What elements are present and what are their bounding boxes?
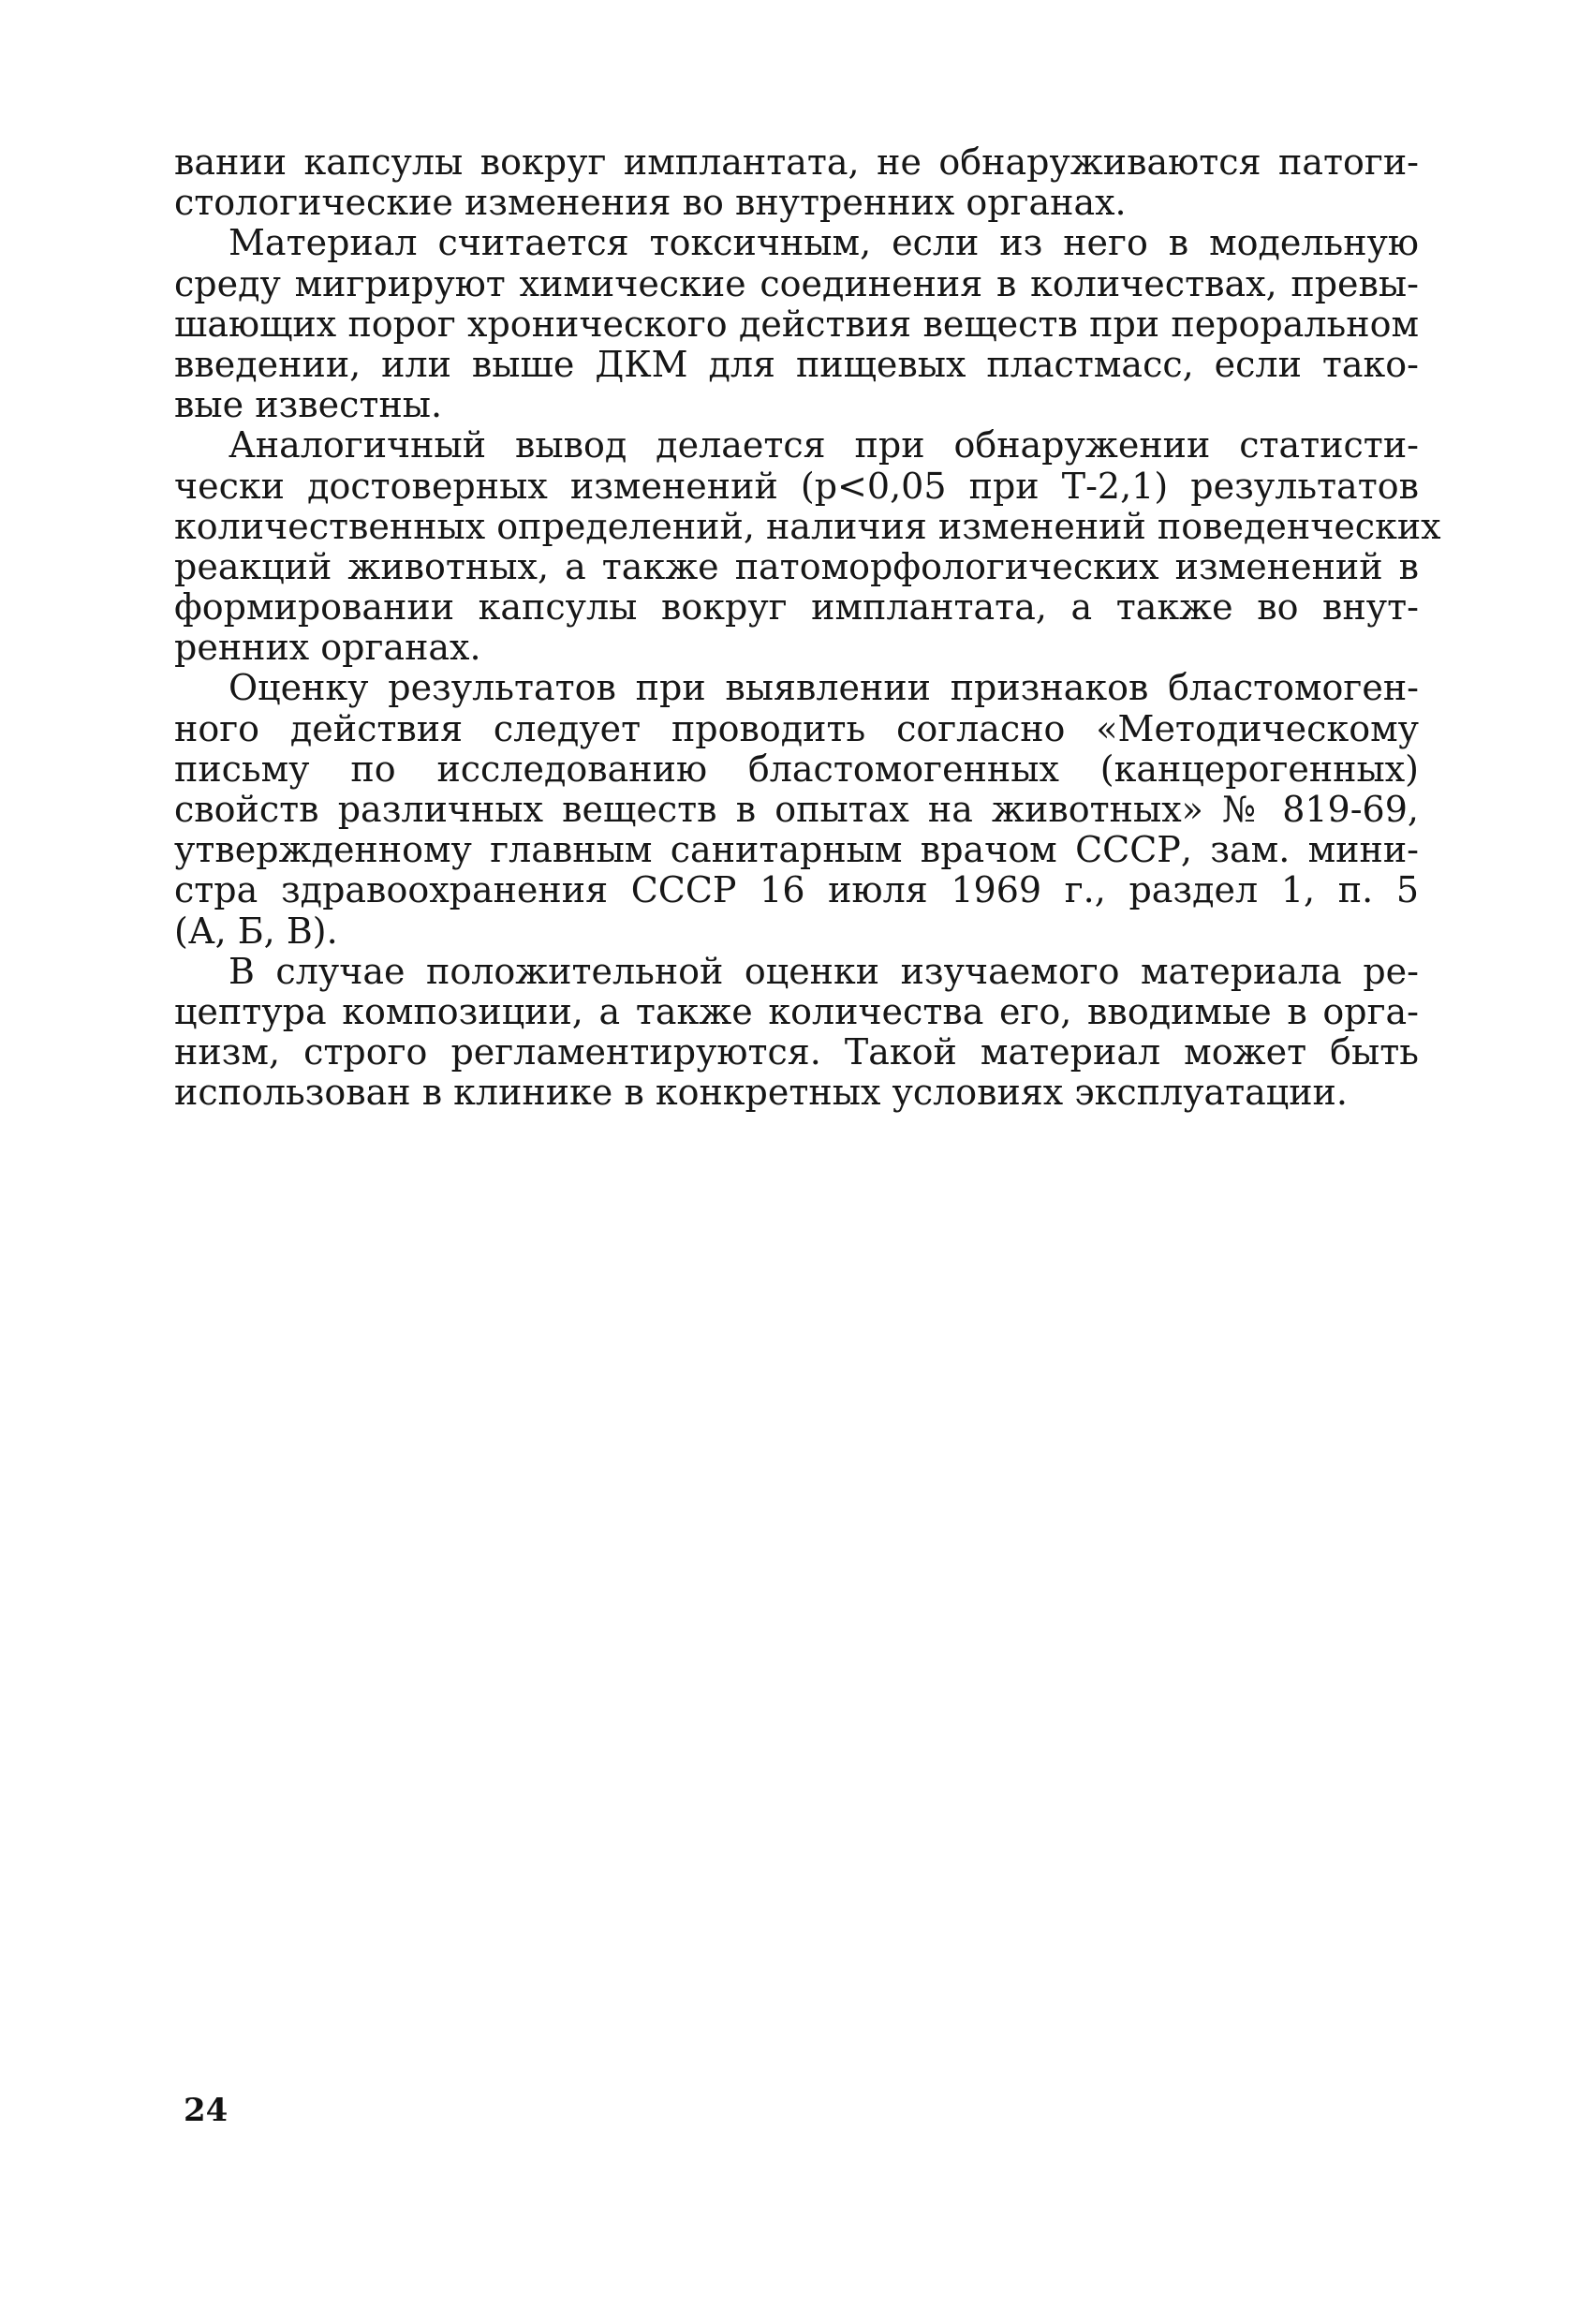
- paragraph-4: [174, 668, 1419, 951]
- text-line: чески достоверных изменений (р<0,05 при Т-2,1) результатов: [174, 465, 1419, 507]
- text-line: Оценку результатов при выявлении признаков бластомоген-: [229, 667, 1419, 709]
- text-line: Аналогичный вывод делается при обнаружении статисти-: [229, 424, 1419, 466]
- paragraph-2: [174, 223, 1419, 425]
- text-line: Материал считается токсичным, если из него в модельную: [229, 222, 1419, 264]
- text-line: свойств различных веществ в опытах на животных» № 819-69,: [174, 789, 1419, 830]
- text-line: формировании капсулы вокруг имплантата, а также во внут-: [174, 586, 1419, 629]
- text-line: (А, Б, В).: [174, 910, 338, 952]
- text-line: В случае положительной оценки изучаемого материала ре-: [229, 950, 1419, 992]
- text-line: вые известны.: [174, 384, 443, 426]
- paragraph-3: [174, 424, 1441, 669]
- page-number: 24: [184, 2092, 229, 2129]
- text-line: ренних органах.: [174, 627, 481, 669]
- text-line: вании капсулы вокруг имплантата, не обнаруживаются патоги-: [174, 141, 1419, 183]
- text-line: шающих порог хронического действия веществ при пероральном: [174, 303, 1419, 345]
- text-line: количественных определений, наличия изменений поведенческих: [174, 505, 1441, 547]
- text-line: введении, или выше ДКМ для пищевых пластмасс, если тако-: [174, 343, 1419, 385]
- paragraph-1: [174, 142, 1419, 223]
- text-line: письму по исследованию бластомогенных (канцерогенных): [174, 748, 1419, 790]
- text-line: ного действия следует проводить согласно «Методическому: [174, 707, 1419, 749]
- text-line: цептура композиции, а также количества его, вводимые в орга-: [174, 990, 1419, 1032]
- paragraph-5: [174, 952, 1419, 1114]
- text-line: стологические изменения во внутренних органах.: [174, 182, 1127, 224]
- text-line: стра здравоохранения СССР 16 июля 1969 г., раздел 1, п. 5: [174, 869, 1419, 911]
- text-line: использован в клинике в конкретных условиях эксплуатации.: [174, 1072, 1348, 1114]
- body-text: [174, 141, 1441, 1114]
- text-line: реакций животных, а также патоморфологических изменений в: [174, 545, 1419, 587]
- text-line: утвержденному главным санитарным врачом СССР, зам. мини-: [174, 829, 1419, 871]
- text-line: низм, строго регламентируются. Такой материал может быть: [174, 1031, 1419, 1073]
- text-line: среду мигрируют химические соединения в количествах, превы-: [174, 262, 1419, 304]
